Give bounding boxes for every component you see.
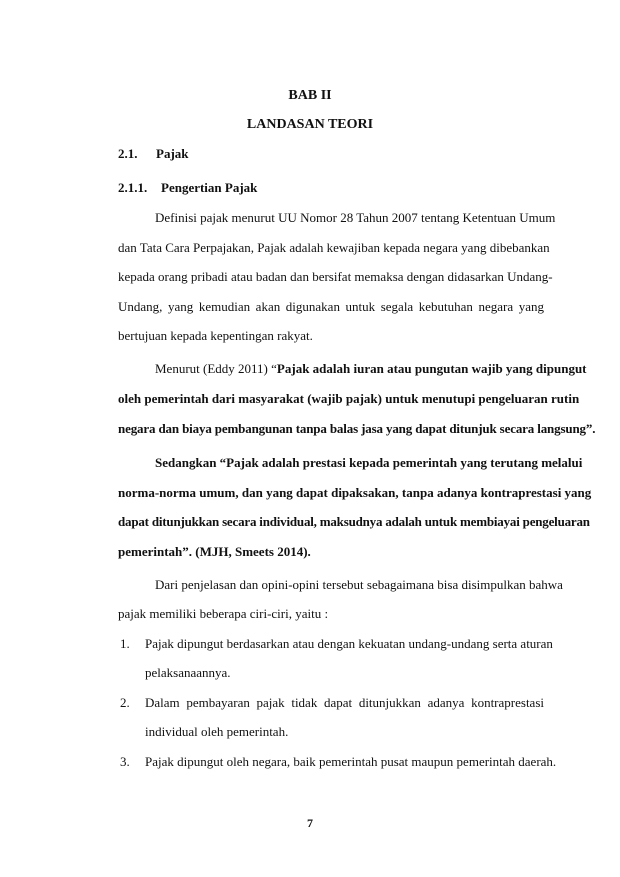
list-text-line: Pajak dipungut berdasarkan atau dengan kekuatan undang-undang serta aturan: [145, 636, 553, 651]
text-line: norma-norma umum, dan yang dapat dipaksakan, tanpa adanya kontraprestasi yang: [118, 485, 592, 500]
list-number: 3.: [120, 754, 130, 769]
text-line: Dari penjelasan dan opini-opini tersebut sebagaimana bisa disimpulkan bahwa: [155, 577, 563, 592]
text-line: [155, 361, 587, 377]
subsection-title: Pengertian Pajak: [161, 180, 258, 195]
text-line: kepada orang pribadi atau badan dan bersifat memaksa dengan didasarkan Undang-: [118, 269, 553, 284]
quote-lead: Menurut (Eddy 2011) “: [155, 361, 277, 376]
chapter-title: LANDASAN TEORI: [246, 117, 374, 132]
section-title: Pajak: [156, 146, 189, 161]
subsection-heading: [118, 180, 257, 196]
section-heading: [118, 146, 189, 162]
quote-text: Pajak adalah iuran atau pungutan wajib yang dipungut: [276, 361, 587, 376]
text-line: Definisi pajak menurut UU Nomor 28 Tahun 2007 tentang Ketentuan Umum: [155, 210, 556, 225]
text-line: bertujuan kepada kepentingan rakyat.: [118, 328, 313, 343]
list-number: 2.: [120, 695, 130, 710]
subsection-number: 2.1.1.: [118, 180, 148, 195]
section-number: 2.1.: [118, 146, 138, 161]
list-text-line: individual oleh pemerintah.: [145, 724, 289, 739]
text-line: oleh pemerintah dari masyarakat (wajib pajak) untuk menutupi pengeluaran rutin: [118, 391, 580, 406]
list-text-line: Pajak dipungut oleh negara, baik pemerintah pusat maupun pemerintah daerah.: [145, 754, 557, 769]
text-line: pajak memiliki beberapa ciri-ciri, yaitu :: [118, 606, 329, 621]
page-number: 7: [307, 816, 313, 830]
list-number: 1.: [120, 636, 130, 651]
text-line: dapat ditunjukkan secara individual, maksudnya adalah untuk membiayai pengeluaran: [118, 514, 590, 529]
list-text-line: pelaksanaannya.: [145, 665, 231, 680]
text-line: pemerintah”. (MJH, Smeets 2014).: [118, 544, 311, 559]
text-line: negara dan biaya pembangunan tanpa balas jasa yang dapat ditunjuk secara langsung”.: [118, 421, 596, 436]
text-line: Undang, yang kemudian akan digunakan untuk segala kebutuhan negara yang: [118, 299, 544, 314]
text-line: Sedangkan “Pajak adalah prestasi kepada pemerintah yang terutang melalui: [155, 455, 583, 470]
text-line: dan Tata Cara Perpajakan, Pajak adalah kewajiban kepada negara yang dibebankan: [118, 240, 550, 255]
chapter-heading: BAB II: [288, 88, 332, 103]
list-text-line: Dalam pembayaran pajak tidak dapat ditunjukkan adanya kontraprestasi: [145, 695, 544, 710]
